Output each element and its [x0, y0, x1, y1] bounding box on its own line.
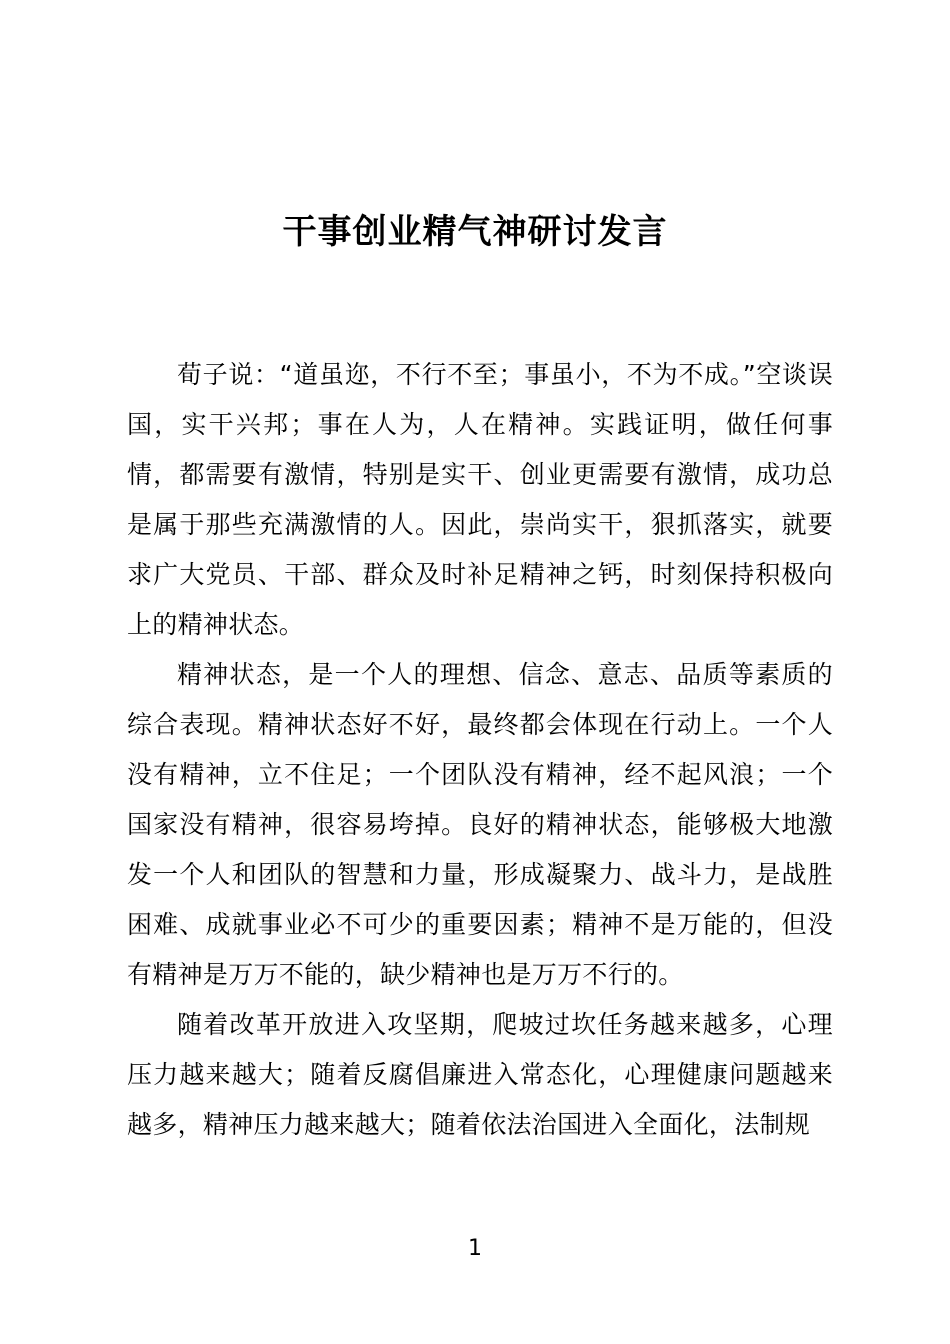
document-title: 干事创业精气神研讨发言	[282, 212, 668, 252]
paragraph-2: 精神状态，是一个人的理想、信念、意志、品质等素质的综合表现。精神状态好不好，最终都会体现在行动上。一个人没有精神，立不住足；一个团队没有精神，经不起风浪；一个国家没有精神，很容易垮掉。良好的精神状态，能够极大地激发一个人和团队的智慧和力量，形成凝聚力、战斗力，是战胜困难、成就事业必不可少的重要因素；精神不是万能的，但没有精神是万万不能的，缺少精神也是万万不行的。	[127, 660, 833, 989]
paragraph-1: 荀子说：“道虽迩，不行不至；事虽小，不为不成。”空谈误国，实干兴邦；事在人为，人在精神。实践证明，做任何事情，都需要有激情，特别是实干、创业更需要有激情，成功总是属于那些充满激情的人。因此，崇尚实干，狠抓落实，就要求广大党员、干部、群众及时补足精神之钙，时刻保持积极向上的精神状态。	[127, 360, 833, 639]
paragraph-3: 随着改革开放进入攻坚期，爬坡过坎任务越来越多，心理压力越来越大；随着反腐倡廉进入常态化，心理健康问题越来越多，精神压力越来越大；随着依法治国进入全面化，法制规	[127, 1010, 833, 1139]
document-body	[127, 350, 833, 1150]
page-number: 1	[468, 1236, 482, 1261]
